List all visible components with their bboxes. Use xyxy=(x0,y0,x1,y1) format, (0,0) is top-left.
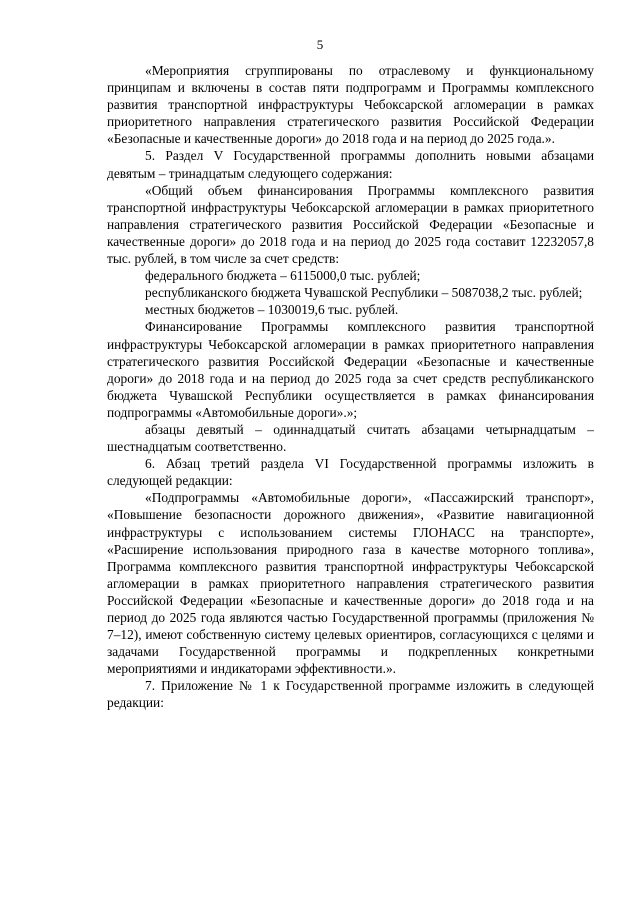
paragraph-item-6: 6. Абзац третий раздела VI Государственной программы изложить в следующей редакции: xyxy=(107,456,594,489)
paragraph-renumbering: абзацы девятый – одиннадцатый считать абзацами четырнадцатым – шестнадцатым соответственно. xyxy=(107,421,594,455)
paragraph-item-7: 7. Приложение № 1 к Государственной программе изложить в следующей редакции: xyxy=(107,678,594,711)
paragraph-financing-program: Финансирование Программы комплексного развития транспортной инфраструктуры Чебоксарской агломерации в рамках приоритетного направления стратегического развития Российской Федерации «Безопасные и качественные дороги» до 2018 года и на период до 2025 года за счет средств республиканского бюджета Чувашской Республики осуществляется в рамках финансирования подпрограммы «Автомобильные дороги».»; xyxy=(107,319,594,420)
paragraph-item-5: 5. Раздел V Государственной программы дополнить новыми абзацами девятым – тринадцатым следующего содержания: xyxy=(107,148,594,181)
page-number: 5 xyxy=(316,37,324,52)
document-body xyxy=(107,62,594,712)
paragraph-local-budgets: местных бюджетов – 1030019,6 тыс. рублей. xyxy=(145,302,399,318)
paragraph-federal-budget: федерального бюджета – 6115000,0 тыс. рублей; xyxy=(145,268,421,284)
paragraph-republic-budget: республиканского бюджета Чувашской Республики – 5087038,2 тыс. рублей; xyxy=(145,285,583,301)
paragraph-subprograms: «Подпрограммы «Автомобильные дороги», «Пассажирский транспорт», «Повышение безопасности дорожного движения», «Развитие навигационной инфраструктуры с использованием системы ГЛОНАСС на транспорте», «Расширение использования природного газа в качестве моторного топлива», Программа комплексного развития транспортной инфраструктуры Чебоксарской агломерации в рамках приоритетного направления стратегического развития Российской Федерации «Безопасные и качественные дороги» до 2018 года и на период до 2025 года являются частью Государственной программы (приложения № 7–12), имеют собственную систему целевых ориентиров, согласующихся с целями и задачами Государственной программы и подкрепленных конкретными мероприятиями и индикаторами эффективности.». xyxy=(107,490,594,677)
paragraph-total-financing: «Общий объем финансирования Программы комплексного развития транспортной инфраструктуры Чебоксарской агломерации в рамках приоритетного направления стратегического развития Российской Федерации «Безопасные и качественные дороги» до 2018 года и на период до 2025 года составит 12232057,8 тыс. рублей, в том числе за счет средств: xyxy=(107,182,594,267)
paragraph-measures-grouping: «Мероприятия сгруппированы по отраслевому и функциональному принципам и включены в состав пяти подпрограмм и Программы комплексного развития транспортной инфраструктуры Чебоксарской агломерации в рамках приоритетного направления стратегического развития Российской Федерации «Безопасные и качественные дороги» до 2018 года и на период до 2025 года.». xyxy=(107,63,594,147)
